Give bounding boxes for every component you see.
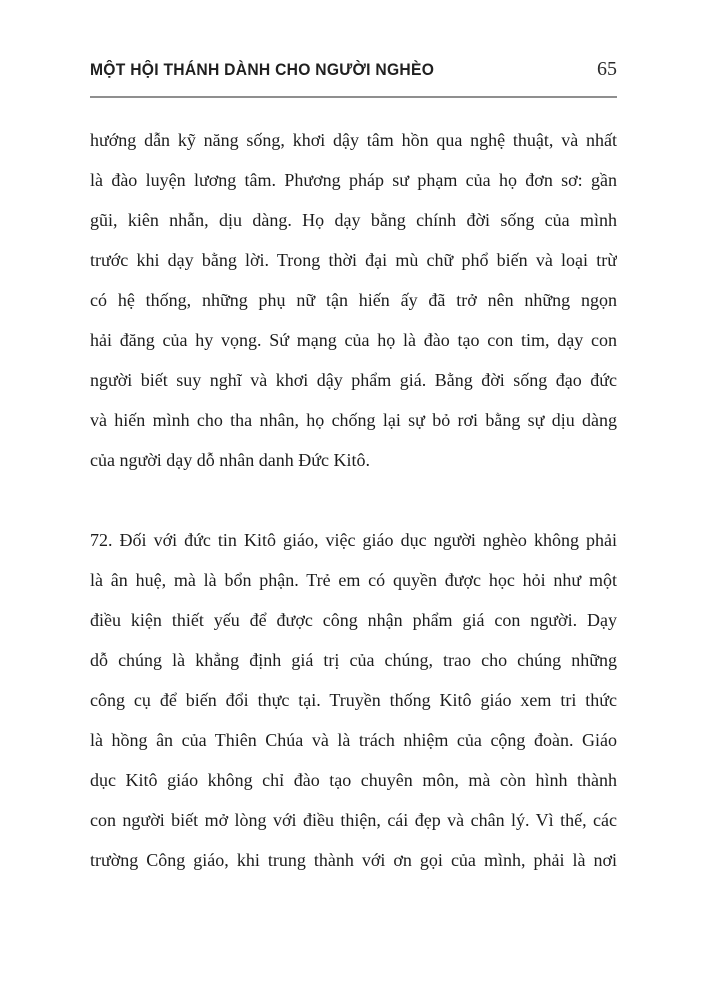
text-line: dỗ chúng là khẳng định giá trị của chúng, trao cho chúng những — [90, 650, 617, 670]
text-line: công cụ để biến đổi thực tại. Truyền thống Kitô giáo xem tri thức — [90, 690, 617, 710]
paragraph — [90, 520, 617, 880]
text-line: dục Kitô giáo không chỉ đào tạo chuyên môn, mà còn hình thành — [90, 770, 617, 790]
text-line: người biết suy nghĩ và khơi dậy phẩm giá. Bằng đời sống đạo đức — [90, 370, 617, 390]
page-number: 65 — [597, 58, 617, 80]
running-header — [90, 58, 617, 88]
text-line: 72. Đối với đức tin Kitô giáo, việc giáo dục người nghèo không phải — [90, 530, 617, 550]
body-text — [90, 120, 617, 920]
text-line: có hệ thống, những phụ nữ tận hiến ấy đã trở nên những ngọn — [90, 290, 617, 310]
text-line: hải đăng của hy vọng. Sứ mạng của họ là đào tạo con tim, dạy con — [90, 330, 617, 350]
text-line: là hồng ân của Thiên Chúa và là trách nhiệm của cộng đoàn. Giáo — [90, 730, 617, 750]
text-line: là ân huệ, mà là bổn phận. Trẻ em có quyền được học hỏi như một — [90, 570, 617, 590]
text-line: của người dạy dỗ nhân danh Đức Kitô. — [90, 450, 370, 470]
text-line: hướng dẫn kỹ năng sống, khơi dậy tâm hồn qua nghệ thuật, và nhất — [90, 130, 617, 150]
running-header-title: MỘT HỘI THÁNH DÀNH CHO NGƯỜI NGHÈO — [90, 60, 435, 79]
text-line: trước khi dạy bằng lời. Trong thời đại mù chữ phổ biến và loại trừ — [90, 250, 617, 270]
paragraph — [90, 120, 617, 480]
text-line: điều kiện thiết yếu để được công nhận phẩm giá con người. Dạy — [90, 610, 617, 630]
text-line: gũi, kiên nhẫn, dịu dàng. Họ dạy bằng chính đời sống của mình — [90, 210, 617, 230]
header-rule — [90, 96, 617, 98]
text-line: con người biết mở lòng với điều thiện, cái đẹp và chân lý. Vì thế, các — [90, 810, 617, 830]
text-line: là đào luyện lương tâm. Phương pháp sư phạm của họ đơn sơ: gần — [90, 170, 617, 190]
text-line: và hiến mình cho tha nhân, họ chống lại sự bỏ rơi bằng sự dịu dàng — [90, 410, 617, 430]
text-line: trường Công giáo, khi trung thành với ơn gọi của mình, phải là nơi — [90, 850, 617, 870]
